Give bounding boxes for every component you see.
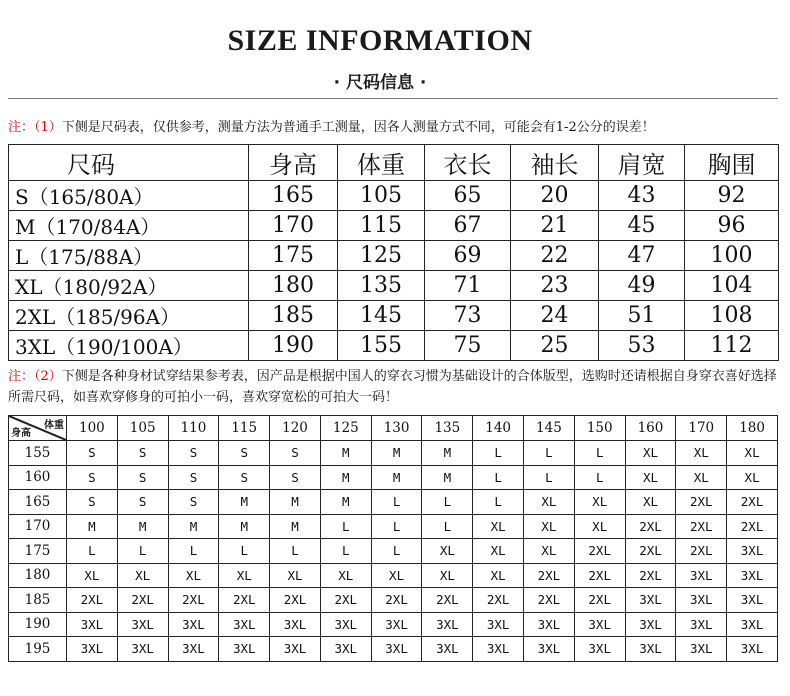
table-row — [9, 637, 778, 662]
weight-header-cell: 105 — [117, 416, 168, 441]
size-value-cell: 21 — [511, 211, 599, 241]
size-value-cell: 145 — [338, 301, 425, 331]
fit-table-header-row — [9, 416, 778, 441]
size-value-cell: 104 — [685, 271, 779, 301]
note-text: 下侧是各种身材试穿结果参考表，因产品是根据中国人的穿衣习惯为基础设计的合体版型，选购时还请根据自身穿衣喜好选择所需尺码，如喜欢穿修身的可拍小一码，喜欢穿宽松的可拍大一码！ — [8, 369, 777, 405]
recommended-size-cell: L — [67, 539, 118, 564]
recommended-size-cell: 3XL — [625, 637, 676, 662]
height-row-header: 175 — [9, 539, 67, 564]
recommended-size-cell: S — [168, 441, 219, 466]
recommended-size-cell: 2XL — [524, 563, 575, 588]
recommended-size-cell: S — [270, 465, 321, 490]
recommended-size-cell: 2XL — [67, 588, 118, 613]
corner-cell — [9, 416, 67, 441]
recommended-size-cell: 2XL — [676, 514, 727, 539]
recommended-size-cell: XL — [727, 441, 778, 466]
recommended-size-cell: 3XL — [371, 637, 422, 662]
recommended-size-cell: L — [473, 465, 524, 490]
recommended-size-cell: L — [422, 490, 473, 515]
recommended-size-cell: S — [168, 465, 219, 490]
recommended-size-cell: XL — [473, 563, 524, 588]
recommended-size-cell: XL — [473, 514, 524, 539]
corner-weight-label: 体重 — [44, 420, 64, 431]
size-table-header-cell: 肩宽 — [599, 145, 685, 181]
size-chart-table — [8, 144, 779, 361]
size-value-cell: 100 — [685, 241, 779, 271]
note-lead: 注：（2） — [8, 369, 62, 384]
weight-header-cell: 170 — [676, 416, 727, 441]
fit-table-note — [8, 366, 778, 408]
recommended-size-cell: L — [524, 441, 575, 466]
size-value-cell: 71 — [425, 271, 511, 301]
size-table-header-cell: 身高 — [249, 145, 338, 181]
table-row — [9, 211, 779, 241]
table-row — [9, 539, 778, 564]
recommended-size-cell: 3XL — [422, 612, 473, 637]
recommended-size-cell: 2XL — [168, 588, 219, 613]
height-row-header: 155 — [9, 441, 67, 466]
recommended-size-cell: 3XL — [473, 612, 524, 637]
recommended-size-cell: 3XL — [625, 588, 676, 613]
size-value-cell: 180 — [249, 271, 338, 301]
recommended-size-cell: 2XL — [524, 588, 575, 613]
size-table-header-cell: 衣长 — [425, 145, 511, 181]
size-table-note — [8, 117, 778, 138]
recommended-size-cell: XL — [574, 514, 625, 539]
recommended-size-cell: 2XL — [625, 563, 676, 588]
recommended-size-cell: XL — [67, 563, 118, 588]
size-table-header-cell: 体重 — [338, 145, 425, 181]
table-row — [9, 241, 779, 271]
recommended-size-cell: L — [574, 465, 625, 490]
recommended-size-cell: XL — [524, 539, 575, 564]
size-value-cell: 165 — [249, 181, 338, 211]
recommended-size-cell: 2XL — [727, 490, 778, 515]
table-row — [9, 331, 779, 361]
size-value-cell: 105 — [338, 181, 425, 211]
recommended-size-cell: 3XL — [727, 588, 778, 613]
recommended-size-cell: L — [270, 539, 321, 564]
size-value-cell: 23 — [511, 271, 599, 301]
size-label-cell: M（170/84A） — [9, 211, 249, 241]
table-row — [9, 490, 778, 515]
weight-header-cell: 115 — [219, 416, 270, 441]
weight-header-cell: 140 — [473, 416, 524, 441]
recommended-size-cell: M — [270, 514, 321, 539]
size-value-cell: 175 — [249, 241, 338, 271]
size-value-cell: 170 — [249, 211, 338, 241]
recommended-size-cell: XL — [219, 563, 270, 588]
recommended-size-cell: L — [371, 539, 422, 564]
height-row-header: 165 — [9, 490, 67, 515]
recommended-size-cell: L — [524, 465, 575, 490]
size-value-cell: 22 — [511, 241, 599, 271]
fit-reference-table — [8, 415, 778, 662]
recommended-size-cell: S — [219, 465, 270, 490]
size-value-cell: 185 — [249, 301, 338, 331]
recommended-size-cell: 2XL — [473, 588, 524, 613]
recommended-size-cell: XL — [676, 441, 727, 466]
size-value-cell: 49 — [599, 271, 685, 301]
table-row — [9, 563, 778, 588]
size-value-cell: 112 — [685, 331, 779, 361]
size-value-cell: 45 — [599, 211, 685, 241]
height-row-header: 190 — [9, 612, 67, 637]
recommended-size-cell: 2XL — [625, 514, 676, 539]
recommended-size-cell: XL — [524, 490, 575, 515]
recommended-size-cell: 3XL — [168, 612, 219, 637]
recommended-size-cell: 3XL — [219, 612, 270, 637]
recommended-size-cell: S — [67, 441, 118, 466]
recommended-size-cell: 3XL — [676, 588, 727, 613]
recommended-size-cell: XL — [727, 465, 778, 490]
table-row — [9, 514, 778, 539]
recommended-size-cell: 2XL — [371, 588, 422, 613]
recommended-size-cell: 3XL — [219, 637, 270, 662]
recommended-size-cell: 3XL — [727, 563, 778, 588]
recommended-size-cell: S — [168, 490, 219, 515]
weight-header-cell: 100 — [67, 416, 118, 441]
size-label-cell: XL（180/92A） — [9, 271, 249, 301]
size-table-header-cell: 尺码 — [9, 145, 249, 181]
table-row — [9, 465, 778, 490]
recommended-size-cell: M — [117, 514, 168, 539]
recommended-size-cell: 2XL — [625, 539, 676, 564]
recommended-size-cell: XL — [473, 539, 524, 564]
recommended-size-cell: S — [67, 490, 118, 515]
recommended-size-cell: 3XL — [574, 612, 625, 637]
recommended-size-cell: 3XL — [524, 612, 575, 637]
recommended-size-cell: S — [270, 441, 321, 466]
recommended-size-cell: 3XL — [270, 637, 321, 662]
corner-height-label: 身高 — [11, 428, 31, 439]
recommended-size-cell: 3XL — [117, 637, 168, 662]
weight-header-cell: 130 — [371, 416, 422, 441]
size-value-cell: 96 — [685, 211, 779, 241]
recommended-size-cell: 3XL — [473, 637, 524, 662]
recommended-size-cell: M — [422, 441, 473, 466]
header-divider — [8, 98, 778, 99]
page-title: SIZE INFORMATION — [227, 24, 533, 57]
recommended-size-cell: 3XL — [168, 637, 219, 662]
size-value-cell: 125 — [338, 241, 425, 271]
recommended-size-cell: 3XL — [117, 612, 168, 637]
weight-header-cell: 120 — [270, 416, 321, 441]
recommended-size-cell: 3XL — [727, 539, 778, 564]
size-value-cell: 67 — [425, 211, 511, 241]
recommended-size-cell: 3XL — [371, 612, 422, 637]
recommended-size-cell: 3XL — [270, 612, 321, 637]
recommended-size-cell: 2XL — [117, 588, 168, 613]
size-value-cell: 115 — [338, 211, 425, 241]
size-value-cell: 190 — [249, 331, 338, 361]
size-table-header-row — [9, 145, 779, 181]
recommended-size-cell: XL — [117, 563, 168, 588]
recommended-size-cell: 3XL — [320, 637, 371, 662]
recommended-size-cell: 3XL — [422, 637, 473, 662]
recommended-size-cell: XL — [320, 563, 371, 588]
recommended-size-cell: XL — [422, 539, 473, 564]
recommended-size-cell: XL — [168, 563, 219, 588]
recommended-size-cell: S — [219, 441, 270, 466]
weight-header-cell: 150 — [574, 416, 625, 441]
size-value-cell: 65 — [425, 181, 511, 211]
table-row — [9, 588, 778, 613]
recommended-size-cell: M — [219, 490, 270, 515]
table-row — [9, 181, 779, 211]
recommended-size-cell: L — [219, 539, 270, 564]
recommended-size-cell: M — [371, 441, 422, 466]
recommended-size-cell: XL — [524, 514, 575, 539]
recommended-size-cell: S — [117, 490, 168, 515]
size-value-cell: 69 — [425, 241, 511, 271]
size-value-cell: 108 — [685, 301, 779, 331]
size-value-cell: 75 — [425, 331, 511, 361]
weight-header-cell: 180 — [727, 416, 778, 441]
size-value-cell: 47 — [599, 241, 685, 271]
recommended-size-cell: 3XL — [676, 563, 727, 588]
recommended-size-cell: M — [67, 514, 118, 539]
recommended-size-cell: XL — [676, 465, 727, 490]
recommended-size-cell: 3XL — [524, 637, 575, 662]
weight-header-cell: 135 — [422, 416, 473, 441]
recommended-size-cell: XL — [270, 563, 321, 588]
recommended-size-cell: M — [219, 514, 270, 539]
recommended-size-cell: M — [320, 441, 371, 466]
recommended-size-cell: 2XL — [574, 588, 625, 613]
size-value-cell: 135 — [338, 271, 425, 301]
recommended-size-cell: L — [371, 490, 422, 515]
note-text: 下侧是尺码表，仅供参考，测量方法为普通手工测量，因各人测量方式不同，可能会有1-2公分的误差！ — [61, 120, 655, 135]
height-row-header: 160 — [9, 465, 67, 490]
size-value-cell: 25 — [511, 331, 599, 361]
recommended-size-cell: XL — [371, 563, 422, 588]
recommended-size-cell: M — [320, 465, 371, 490]
recommended-size-cell: XL — [625, 465, 676, 490]
size-value-cell: 43 — [599, 181, 685, 211]
recommended-size-cell: 3XL — [676, 612, 727, 637]
recommended-size-cell: XL — [422, 563, 473, 588]
size-label-cell: 3XL（190/100A） — [9, 331, 249, 361]
recommended-size-cell: M — [371, 465, 422, 490]
recommended-size-cell: 3XL — [727, 612, 778, 637]
size-label-cell: L（175/88A） — [9, 241, 249, 271]
size-value-cell: 24 — [511, 301, 599, 331]
recommended-size-cell: 3XL — [727, 637, 778, 662]
size-value-cell: 73 — [425, 301, 511, 331]
recommended-size-cell: 2XL — [574, 563, 625, 588]
recommended-size-cell: XL — [574, 490, 625, 515]
recommended-size-cell: 2XL — [270, 588, 321, 613]
page-subtitle: · 尺码信息 · — [333, 73, 427, 93]
recommended-size-cell: 2XL — [727, 514, 778, 539]
recommended-size-cell: L — [168, 539, 219, 564]
recommended-size-cell: L — [117, 539, 168, 564]
recommended-size-cell: L — [473, 441, 524, 466]
size-value-cell: 20 — [511, 181, 599, 211]
recommended-size-cell: 2XL — [676, 490, 727, 515]
height-row-header: 170 — [9, 514, 67, 539]
recommended-size-cell: 3XL — [67, 612, 118, 637]
recommended-size-cell: XL — [625, 490, 676, 515]
height-row-header: 180 — [9, 563, 67, 588]
table-row — [9, 301, 779, 331]
recommended-size-cell: 2XL — [320, 588, 371, 613]
recommended-size-cell: S — [117, 465, 168, 490]
size-value-cell: 92 — [685, 181, 779, 211]
recommended-size-cell: S — [67, 465, 118, 490]
size-value-cell: 155 — [338, 331, 425, 361]
size-value-cell: 53 — [599, 331, 685, 361]
recommended-size-cell: S — [117, 441, 168, 466]
recommended-size-cell: 3XL — [676, 637, 727, 662]
weight-header-cell: 125 — [320, 416, 371, 441]
recommended-size-cell: M — [320, 490, 371, 515]
weight-header-cell: 110 — [168, 416, 219, 441]
recommended-size-cell: 2XL — [574, 539, 625, 564]
recommended-size-cell: 3XL — [625, 612, 676, 637]
recommended-size-cell: 2XL — [219, 588, 270, 613]
recommended-size-cell: L — [473, 490, 524, 515]
table-row — [9, 271, 779, 301]
recommended-size-cell: 2XL — [422, 588, 473, 613]
size-table-header-cell: 袖长 — [511, 145, 599, 181]
recommended-size-cell: 2XL — [676, 539, 727, 564]
recommended-size-cell: L — [320, 539, 371, 564]
recommended-size-cell: M — [422, 465, 473, 490]
recommended-size-cell: XL — [625, 441, 676, 466]
size-value-cell: 51 — [599, 301, 685, 331]
recommended-size-cell: 3XL — [320, 612, 371, 637]
weight-header-cell: 160 — [625, 416, 676, 441]
height-row-header: 185 — [9, 588, 67, 613]
recommended-size-cell: 3XL — [67, 637, 118, 662]
note-lead: 注：（1） — [8, 120, 62, 135]
recommended-size-cell: L — [320, 514, 371, 539]
recommended-size-cell: L — [574, 441, 625, 466]
recommended-size-cell: M — [270, 490, 321, 515]
table-row — [9, 441, 778, 466]
recommended-size-cell: 3XL — [574, 637, 625, 662]
recommended-size-cell: M — [168, 514, 219, 539]
height-row-header: 195 — [9, 637, 67, 662]
size-table-header-cell: 胸围 — [685, 145, 779, 181]
size-label-cell: S（165/80A） — [9, 181, 249, 211]
size-label-cell: 2XL（185/96A） — [9, 301, 249, 331]
weight-header-cell: 145 — [524, 416, 575, 441]
recommended-size-cell: L — [371, 514, 422, 539]
recommended-size-cell: L — [422, 514, 473, 539]
table-row — [9, 612, 778, 637]
